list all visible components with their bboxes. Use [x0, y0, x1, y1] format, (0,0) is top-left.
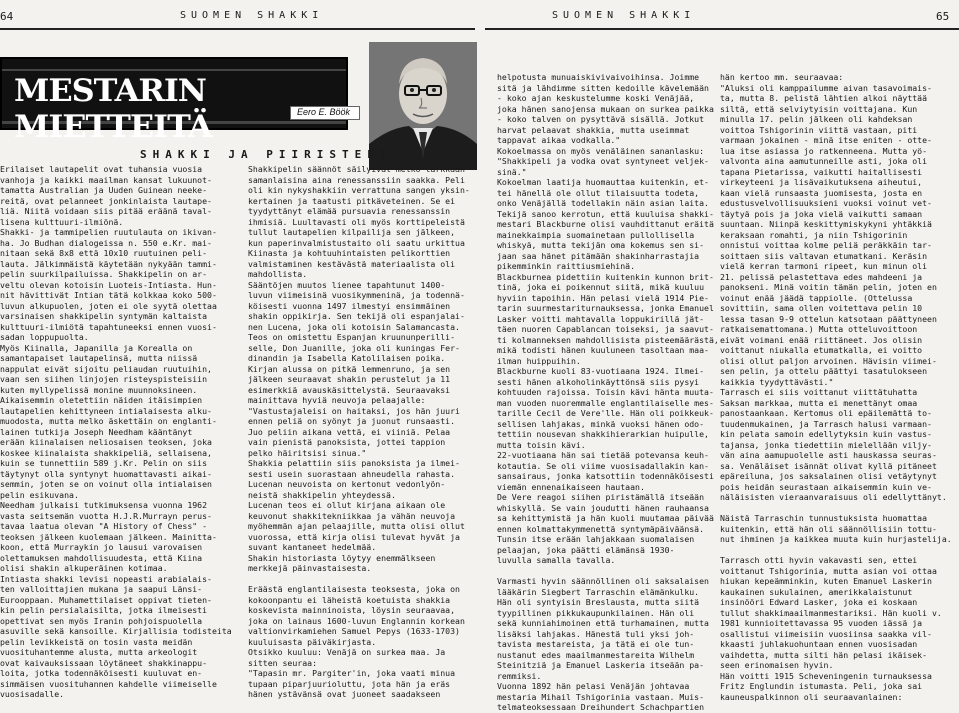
text-line: sellisen lahjakas, minkä vuoksi hänen odo- [497, 418, 705, 429]
text-line: vaihdetta, mutta silti hän pelasi ikäisek- [720, 649, 928, 660]
text-line: pelin levikkeistä on tosin vasta meidän [0, 636, 193, 647]
text-line: köisesti vuonna 1497 ilmestyi ensimmäinen [248, 300, 451, 311]
text-line: Kokoelman laatija huomauttaa kuitenkin, et- [497, 177, 709, 187]
text-line: kuten myllypelissä monine muunnoksineen. [0, 384, 198, 395]
text-line: "Tapasin mr. Pargiter'in, joka vaati minua [248, 668, 456, 678]
text-line: Shakkia pelattiin siis panoksista ja ilmei- [248, 458, 460, 468]
text-line: sovittiin, sama ollen voitettava pelin 10 [720, 303, 923, 313]
text-line: mikä todisti hänen kuuluneen tasoltaan maa- [497, 345, 709, 355]
text-line: lainen tutkija Joseph Needham kääntänyt [0, 426, 193, 437]
text-line: veltu olevan kotoisin Luoteis-Intiasta. Hun- [0, 279, 217, 290]
text-line: nitaan sekä 8x8 että 10x10 ruutuinen peli- [0, 248, 208, 258]
page-number-left: 64 [0, 10, 14, 23]
text-line: liä. Niitä voidaan siis pitää eräänä taval- [0, 206, 212, 216]
text-line: Näistä Tarraschin tunnustuksista huomattaa [720, 513, 928, 523]
text-line: luvun viimeisinä vuosikymmeninä, ja todennä- [248, 290, 465, 300]
text-line: kuin se tunnettiin 589 j.Kr. Pelin on siis [0, 458, 208, 468]
page-number-right: 65 [936, 10, 950, 23]
text-line: Vuonna 1892 hän pelasi Venäjän johtavaa [497, 681, 690, 691]
text-line: lessa tasan 9-9 ottelun katsotaan päättyneen [720, 313, 937, 324]
text-line: näläisisten vieraanvaraisuus oli edellyttänyt. [720, 492, 947, 502]
text-line: pikemminkin raittiusmiehinä. [497, 261, 636, 271]
text-line: sesti usein suorastaan ahneudella rahasta. [248, 468, 456, 479]
text-line: pelaajan, joka päätti elämänsä 1930- [497, 544, 675, 555]
text-line: semmin, joten se on voinut olla intialaisen [0, 479, 212, 489]
text-line: vielä kerran tarmoni ripeet, kun minun oli [720, 261, 928, 271]
text-line: ratkaisemattomana.) Mutta otteluvoittoon [720, 324, 918, 334]
text-line: jälkeen seuraavat shakin perustelut ja 11 [248, 374, 451, 384]
text-line: kaikkia tyydyttävästi." [720, 376, 834, 387]
text-line: koskee kiinalaista shakkipeliä, sellaisena, [0, 447, 212, 458]
text-line: tajansa, jonka tiedettiin mielellään viljy- [720, 439, 932, 450]
text-line: olettamuksen mahdollisuudesta, että Kiina [0, 552, 203, 563]
text-line: Eurooppaan. Muhamettilaiset oppivat tieten- [0, 594, 212, 605]
text-line: insinööri Edward Lasker, joka ei koskaan [720, 597, 918, 607]
text-line [248, 574, 486, 585]
text-line: vuorossa, että kirja olisi tulevat hyvät ja [248, 531, 460, 542]
text-line: ihmisiä. Luultavasti oli myös korttipeleistä [248, 216, 465, 227]
text-line: täytynyt olla syntynyt huomattavasti aikai- [0, 468, 212, 479]
text-line: Blackburne kuoli 83-vuotiaana 1924. Ilmei- [497, 366, 705, 376]
text-column-1 [0, 164, 240, 699]
running-title-right: SUOMEN SHAKKI [552, 10, 696, 21]
text-line: dinandin ja Isabella Katolilaisen poika. [248, 353, 446, 363]
text-line: Otsikko kuuluu: Venäjä on surkea maa. Ja [248, 647, 446, 657]
text-line: ten valloittajien mukana ja saapui Länsi- [0, 584, 203, 594]
text-line: täen nuoren Capablancan toiseksi, ja saavut- [497, 324, 714, 334]
text-line: tyydyttänyt elämää pursuavia renessanssin [248, 206, 451, 216]
text-line: epäreiluna, jos saksalainen olisi vetäytynyt [720, 471, 937, 481]
text-line: Fritz Englundin istumasta. Peli, joka sai [720, 681, 923, 691]
text-line: valmistaminen kestävästä materiaalista oli [248, 258, 456, 269]
text-line: hiukan kepeämminkin, kuten Emanuel Laskerin [720, 576, 932, 586]
text-line: tarille Cecil de Vere'lle. Hän oli poikkeuk- [497, 408, 714, 418]
text-line: erään kiinalaisen neliosaisen teoksen, joka [0, 437, 212, 447]
text-line: keraksaan romahti, ja niin Tshigorinin [720, 229, 908, 240]
text-line: sesti hänen alkoholinkäyttönsä siis pysyi [497, 376, 700, 387]
text-line: voittanut niukalla etumatkalla, ei voitto [720, 345, 923, 355]
text-line: Tunsin itse erään lahjakkaan suomalaisen [497, 534, 695, 544]
text-line: Kokoelmassa on myös venäläinen sananlasku: [497, 145, 705, 156]
text-line: lautapelien kehittyneen intialaisesta alku- [0, 405, 212, 416]
text-line: Sääntöjen muutos lienee tapahtunut 1400- [248, 279, 446, 290]
text-line: muodosta, mutta melko äskettäin on englanti- [0, 416, 217, 426]
text-line: hyviin tapoihin. Hän pelasi vielä 1914 Pie- [497, 292, 709, 303]
header-rule-left [0, 28, 475, 30]
text-line: samantapaiset lautapelinsä, mutta niissä [0, 353, 198, 363]
text-line: asuville sekä kansoille. Kirjallisia todisteita [0, 626, 232, 636]
text-line: simmäisen vuosituhannen kahdelle viimeiselle [0, 678, 217, 689]
text-line: nustanut edes maailmanmestareita Wilhelm [497, 649, 695, 660]
text-line: ha. Jo Budhan dialogeissa n. 550 e.Kr. mai- [0, 237, 212, 248]
text-line: kuitenkin, että hän oli säännöllisiin tottu- [720, 523, 937, 534]
text-line: lääkärin Siegbert Tarraschin elämänkulku. [497, 586, 700, 597]
text-line: minulla 17. pelin jälkeen oli kahdeksan [720, 114, 913, 124]
text-line: viemän ennenaikaiseen hautaan. [497, 481, 645, 492]
text-line: kulttuuri-ilmiötä tapahtuneeksi ennen vuosi- [0, 321, 217, 332]
section-title: SHAKKI JA PIIRISTEET [140, 148, 393, 161]
text-line: kertainen ja taatusti pitkäveteinen. Se ei [248, 195, 456, 206]
text-line: lisäksi lahjakas. Hänestä tuli yksi joh- [497, 628, 695, 639]
text-line: 22-vuotiaana hän sai tietää potevansa keuh- [497, 450, 709, 460]
text-line: opettivat sen myös Iranin pohjoispuolella [0, 615, 203, 626]
text-line: mainekkaimpia suomainetaan pullollisella [497, 229, 695, 240]
text-line: pois heidän seurastaan aikaisemmin kuin ve- [720, 481, 932, 492]
text-line: mestaria Mihail Tshigorinia vastaan. Muis- [497, 691, 705, 702]
text-line: - koko talven on pysyttävä sisällä. Jotkut [497, 114, 705, 124]
text-line: vuosituhantemme alusta, mutta arkeologit [0, 647, 198, 657]
text-line: Blackburnea pidettiin kuitenkin kunnon brit- [497, 271, 714, 282]
text-line: neistä shakkipelin yhteydessä. [248, 489, 396, 500]
text-line: kaukainen sukulainen, amerikkalaistunut [720, 586, 913, 597]
text-line: sansairaus, jonka katsottiin todennäköisesti [497, 471, 714, 481]
text-line: tinä, joka ei poikennut siitä, mikä kuuluu [497, 282, 705, 292]
text-line: reitä, ovat pelanneet jonkinlaista lautape- [0, 195, 212, 206]
text-column-3 [497, 72, 719, 712]
text-line: olisi ollut paljon arvoinen. Hävisin viimei- [720, 355, 937, 366]
text-line: Needham julkaisi tutkimuksensa vuonna 1962 [0, 500, 208, 510]
text-line: suuntaan. Niinpä keskittymiskykyni yhtäkkiä [720, 219, 932, 229]
text-line: Tekijä sanoo kerrotun, että kuuluisa shakki- [497, 208, 714, 219]
text-line: kaan vielä runsaasta juomisesta, josta en [720, 187, 923, 198]
text-line: kkaasti juhlakuohuntaan ennen vuosisadan [720, 639, 918, 649]
text-line: vasta seitsemän vuotta H.J.R.Murrayn perus- [0, 510, 212, 521]
text-line: Intiasta shakki levisi nopeasti arabialais- [0, 573, 212, 584]
text-line: Steinitziä ja Emanuel Laskeria itseään pa- [497, 660, 705, 670]
text-line: nappulat eivät sijoitu peliaudan ruutuihin, [0, 363, 212, 374]
text-line: Hän oli syntyisin Breslausta, mutta siitä [497, 597, 700, 607]
text-line: lisena kulttuuri-ilmiönä. [0, 216, 124, 227]
text-line: Lasker voitti mahtavalla loppukirillä jät- [497, 313, 705, 324]
banner-title: MESTARIN MIETTEITÄ [14, 73, 212, 145]
text-line: Aikaisemmin oletettiin näiden itäisimpien [0, 395, 203, 405]
text-line: samanlaisina aina renessanssiin saakka. Peli [248, 174, 465, 185]
text-line: tavaa laatua olevan "A History of Chess" - [0, 521, 208, 531]
text-line: nen Lucena, joka oli kotoisin Salamancasta. [248, 321, 460, 332]
text-line: pelko häiritsisi sinua." [248, 447, 367, 458]
text-line: eivät voimani enää riittäneet. Jos olisin [720, 334, 923, 345]
text-line: voittoa Tshigorinin viittä vastaan, piti [720, 124, 918, 135]
text-line: sinä." [497, 166, 527, 177]
text-line: varmaan jokainen - minä itse eniten - otte- [720, 135, 932, 145]
text-line: Lucenan teos ei ollut kirjana aikaan ole [248, 500, 446, 510]
text-line: 21. pelissä pelastettava edes mahdeeni ja [720, 271, 923, 282]
text-line: olisi shakin alkuperäinen kotimaa. [0, 563, 168, 573]
text-line: valvonta aina aamutunneille asti, joka oli [720, 156, 928, 166]
text-line: ovat kaivauksissaan löytäneet shakkinappu- [0, 657, 208, 668]
text-line: tullut lautapelien kilpailija sen jälkeen, [248, 227, 456, 237]
text-line: whiskyä, mutta tekijän oma kokemus sen si- [497, 240, 705, 250]
text-line: vaan sen siihen linjojen risteyspisteisiin [0, 374, 208, 384]
text-line: sitten seuraa: [248, 657, 318, 668]
text-line: tettiin nousevan shakkihierarkian huipulle, [497, 429, 709, 439]
text-line: vanhoja ja kaikki maailman kansat lukuunot- [0, 174, 212, 185]
text-line: Lucenan neuvoista on kertonut vedonlyön- [248, 479, 446, 489]
text-line: tyypillinen pikkukaupunkilainen. Hän oli [497, 607, 695, 618]
text-line: "Aluksi oli kamppailumme aivan tasavoimais- [720, 82, 932, 93]
text-line: loita, jotka todennäköisesti kuuluvat en- [0, 668, 203, 678]
text-line: tappavat aikaa vodkalla." [497, 135, 621, 145]
text-line: ennen kolmattakymmenettä syntymäpäiväänsä. [497, 523, 705, 534]
text-line: valtionvirkamiehen Samuel Pepys (1633-1703) [248, 626, 460, 636]
text-line: ennen peliä on syönyt ja juonut runsaasti. [248, 416, 456, 426]
text-line: Eräästä englantilaisesta teoksesta, joka on [248, 584, 460, 594]
text-line: pelin esikuvana. [0, 489, 79, 500]
text-line: Kiinasta ja kohtuuhintaisten pelikorttien [248, 248, 451, 258]
text-line: oli kin nykyshakkiin verrattuna sangen yksin- [248, 185, 470, 195]
text-line: panostaankaan. Kertomus oli epäilemättä to- [720, 408, 932, 418]
text-line: nit hävittivät Intian tätä kolkkaa koko 500- [0, 290, 217, 300]
text-line: tullut shakkimaailmanmestariksi. Hän kuoli v. [720, 607, 942, 618]
text-line: sekä kunniahimoinen että turhamainen, mutta [497, 618, 709, 628]
text-line: kohtuuden rajoissa. Toisin kävi hänta muuta- [497, 387, 714, 397]
text-line: sadan loppupuolta. [0, 332, 89, 342]
running-title-left: SUOMEN SHAKKI [180, 10, 324, 21]
text-line: ti kolmanneksen mahdollisista pisteemäärästä, [497, 334, 719, 345]
text-line: soittaen siis valtavan etumatkani. Keräsin [720, 250, 928, 261]
text-line: tarin suurmestariturnauksessa, jonka Emanuel [497, 303, 714, 313]
text-line: seen erinomaisen hyvin. [720, 660, 834, 670]
text-column-4 [720, 72, 959, 702]
text-line: esimerkkiä avauskäsittelystä. Seuraavaksi [248, 384, 451, 395]
text-line: kun paperinvalmistustaito oli saatu urkittua [248, 237, 465, 248]
text-line: tamatta Australian ja Uuden Guinean neeke- [0, 185, 208, 195]
text-line: tei hänellä ole ollut tilaisuutta todeta, [497, 187, 700, 198]
text-line: kuuluisasta päiväkirjasta. [248, 636, 377, 647]
text-line: nut ihminen ja kaikkea muuta kuin hurjastelija. [720, 534, 952, 544]
text-line: edustusvelvollisuuksieni vuoksi voinut vet- [720, 198, 932, 208]
text-line: hän kertoo mm. seuraavaa: [720, 72, 844, 82]
text-line [497, 566, 717, 577]
text-line: tupaan piparjuurioluttu, jota hän ja eräs [248, 678, 451, 689]
text-line: whiskyllä. Se vain joudutti hänen rauhaansa [497, 502, 709, 513]
text-line: hänen ystävänsä ovat juoneet saadakseen [248, 689, 441, 699]
text-line: onnistui voittaa kolme peliä peräkkäin tar- [720, 240, 932, 250]
text-line: "Vastustajaleisi on haitaksi, jos hän juuri [248, 405, 460, 416]
text-line: tapana Pietarissa, vaikutti haitallisesti [720, 166, 923, 177]
text-line: harvat pelaavat shakkia, mutta useimmat [497, 124, 690, 135]
text-line: Shakin historiasta löytyy enemmälkseen [248, 552, 436, 563]
text-line: tavista mestareista, ja tätä ei ole tun- [497, 639, 695, 649]
text-line: sen pelin, ja ottelu päättyi tasatulokseen [720, 366, 928, 376]
text-line: voittanut Tshigorinia, mutta asian voi ottaa [720, 565, 937, 576]
author-byline: Eero E. Böök [297, 107, 351, 117]
text-line: keuvonut shakkitekniikkaa ja vähän neuvoja [248, 510, 456, 521]
text-line: Juo peliin aikana vettä, ei viiniä. Pelaa [248, 426, 451, 437]
text-line: onko Venäjällä todellakin näin asian laita. [497, 198, 709, 208]
text-line: joka hänen sanojensa mukaan on surkea paikka [497, 103, 714, 114]
text-line: jaan saa hänet pitämään shakinharrastajia [497, 250, 700, 261]
text-line: suvant kantaneet hedelmää. [248, 542, 377, 552]
text-line: joka on lainaus 1600-luvun Englannin korkean [248, 615, 465, 626]
text-line: Shakkipelin säännöt säilyivät melko tarkkaan [248, 164, 465, 174]
text-line: voinut enää jäädä tappiolle. (Ottelussa [720, 292, 913, 303]
text-line: myöhemmän ajan pelaajille, mutta olisi ollut [248, 521, 465, 531]
text-line: pelin suurkilpailuissa. Shakkipelin on ar- [0, 269, 208, 279]
text-line: Myös Kiinalla, Japanilla ja Korealla on [0, 342, 193, 353]
text-line: sa kehittymistä ja hän kuoli muutamaa päivää [497, 513, 714, 523]
text-line: sitä ja lähdimme sitten kedoille kävelemään [497, 82, 709, 93]
text-line: telmateoksessaan Dreihundert Schachpartien [497, 702, 705, 712]
text-line: selle, Don Juanille, joka oli kuningas Fer- [248, 342, 460, 353]
text-line: man vuoden nuoremmalle englantilaiselle mes- [497, 397, 714, 408]
text-line: osallistui viimeisiin vuosiinsa saakka vil- [720, 628, 932, 639]
text-line: merkkejä päinvastaisesta. [248, 563, 372, 573]
text-line: täytyä pois ja joka vielä vaikutti samaan [720, 208, 923, 219]
text-line: mainittava hyviä neuvoja pelaajalle: [248, 395, 426, 405]
text-line: ta, mutta 8. pelistä lähtien alkoi näyttää [720, 93, 928, 103]
text-line: Varmasti hyvin säännöllinen oli saksalaisen [497, 576, 709, 586]
text-line [720, 503, 959, 514]
text-line: helpotusta munuaiskivivaivoihinsa. Joimme [497, 72, 700, 82]
text-line [720, 545, 959, 556]
text-line: Hän voitti 1915 Scheveningenin turnauksessa [720, 670, 932, 681]
text-line: mutta toisin kävi. [497, 439, 586, 450]
text-line: Tarrasch otti hyvin vakavasti sen, ettei [720, 555, 918, 565]
text-line: Tarrasch ei siis voittanut viittätuhatta [720, 387, 918, 397]
text-line: De Vere reagoi siihen piristämällä itseään [497, 492, 705, 502]
text-line: luvulla samalla tavalla. [497, 555, 616, 565]
text-line: kin pelin persialaisilta, jotka ilmeisesti [0, 605, 208, 615]
text-line: remmiksi. [497, 670, 542, 681]
text-line: vuosisadalle. [0, 689, 65, 699]
text-line: koon, että Murraykin jo lausui varovaisen [0, 542, 203, 552]
text-line: - koko ajan keskustelumme koski Venäjää, [497, 93, 695, 103]
text-line: Kirjan alussa on pitkä lemmenruno, ja sen [248, 363, 451, 374]
text-line: Saksan markkaa, mutta ei menettänyt omaa [720, 397, 918, 408]
text-line: ilman huippuihin. [497, 355, 581, 366]
text-line: kauneuspalkinnon oli seuraavanlainen: [720, 691, 903, 702]
text-line: lua itse asiassa jo ratkenneena. Mutta yö- [720, 145, 928, 156]
text-line: lauta. Jälkimmäistä käytetään nykyään tammi- [0, 258, 217, 269]
text-line: kokoonpantu ei läheistä koetuista shakkia [248, 594, 451, 605]
text-line: 1981 kunnioitettavassa 95 vuoden iässä ja [720, 618, 923, 628]
text-line: Teos on omistettu Espanjan kruununperilli- [248, 332, 456, 342]
text-line: vän aina aamupuolelle asti hauskassa seuras- [720, 450, 937, 460]
text-line: luvun alkupuolen, joten ei ole syytä olettaa [0, 300, 217, 311]
text-line: varsinaisen shakkipelin syntymän kaltaista [0, 311, 208, 321]
text-line: sa. Venäläiset isännät olivat kyllä pitäneet [720, 460, 937, 471]
text-line: kotautia. Se oli viime vuosisadallakin kan- [497, 460, 709, 471]
text-line: Shakki- ja tammipelien ruutulauta on ikivan- [0, 227, 217, 237]
text-line: mestari Blackburne olisi vauhdittanut eräitä [497, 219, 714, 229]
text-line: siltä, että selviytyisin voittajana. Kun [720, 103, 918, 114]
text-line: panokseni. Minä voitin tämän pelin, joten en [720, 282, 937, 292]
text-column-2 [248, 164, 486, 699]
text-line: Erilaiset lautapelit ovat tuhansia vuosia [0, 164, 203, 174]
header-rule-right [485, 28, 959, 30]
text-line: shakin oppikirja. Sen tekijä oli espanjalai- [248, 311, 465, 321]
text-line: tuudenmukainen, ja Tarrasch halusi varmaan- [720, 418, 932, 429]
text-line: mahdollista. [248, 269, 308, 279]
text-line: teoksen jälkeen kuolemaan jälkeen. Mainitta- [0, 531, 217, 542]
text-line: kin pelata samoin edellytyksin kuin vastus- [720, 429, 932, 439]
text-line: "Shakkipeli ja vodka ovat syntyneet veljek- [497, 156, 709, 166]
text-line: koskevista mainninoista, löysin seuraavaa, [248, 605, 456, 615]
text-line: virkeyteeni ja lisävaikutuksena aiheutui, [720, 177, 923, 187]
text-line: vain pienistä panoksista, jottei tappion [248, 437, 446, 447]
